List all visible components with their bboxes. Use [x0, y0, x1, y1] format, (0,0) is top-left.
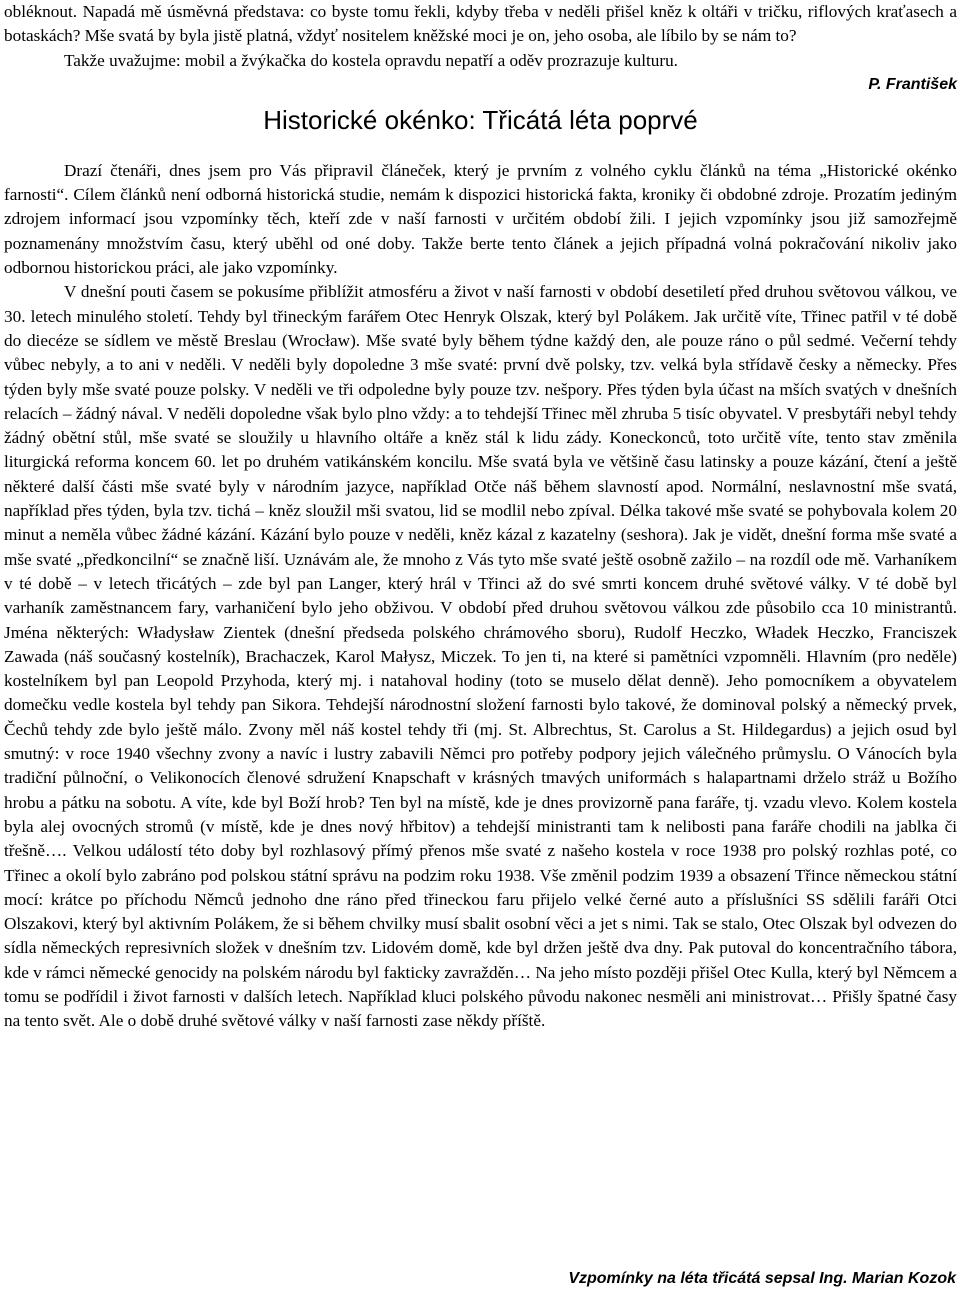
document-page [4, 0, 957, 1034]
previous-article-paragraph-1: obléknout. Napadá mě úsměvná představa: co byste tomu řekli, kdyby třeba v neděli přišel kněz k oltáři v tričku, riflových kraťasech a botaskách? Mše svatá by byla jistě platná, vždyť nositelem kněžské moci je on, jeho osoba, ale líbilo by se nám to? [4, 2, 957, 46]
article-title: Historické okénko: Třicátá léta poprvé [263, 104, 698, 135]
historical-article [4, 97, 957, 1034]
article-paragraph-main: V dnešní pouti časem se pokusíme přiblížit atmosféru a život v naší farnosti v období desetiletí před druhou světovou válkou, ve 30. letech minulého století. Tehdy byl třineckým farářem Otec Henryk Olszak, který byl Polákem. Jak určitě víte, Třinec patřil v té době do diecéze se sídlem ve městě Breslau (Wrocław). Mše svaté byly během týdne každý den, ale pouze ráno o půl sedmé. Večerní tehdy vůbec nebyly, a to ani v neděli. V neděli byly dopoledne 3 mše svaté: první dvě polsky, tzv. velká byla střídavě česky a německy. Přes týden byly mše svaté pouze polsky. V neděli ve tři odpoledne byly pouze tzv. nešpory. Přes týden byla účast na mších svatých v dnešních relacích – žádný nával. V neděli dopoledne však bylo plno vždy: a to tehdejší Třinec měl zhruba 5 tisíc obyvatel. V presbytáři nebyl tehdy žádný obětní stůl, mše svaté se sloužily u hlavního oltáře a kněz stál k lidu zády. Koneckonců, toto určitě víte, tento stav změnila liturgická reforma koncem 60. let po druhém vatikánském koncilu. Mše svatá byla ve většině času latinsky a pouze kázání, čtení a ještě některé další části mše svaté byly v národním jazyce, například Otče náš během slavností apod. Normální, neslavnostní mše svatá, například přes týden, byla tzv. tichá – kněz sloužil mši svatou, lid se modlil nebo zpíval. Délka takové mše svaté se pohybovala kolem 20 minut a neměla vůbec žádné kázání. Kázání bylo pouze v neděli, kněz kázal z kazatelny (seshora). Jak je vidět, dnešní forma mše svaté a mše svaté „předkoncilní“ se značně liší. Uznávám ale, že mnoho z Vás tyto mše svaté ještě osobně zažilo – na rozdíl ode mě. Varhaníkem v té době – v letech třicátých – zde byl pan Langer, který hrál v Třinci až do své smrti koncem druhé světové války. V té době byl varhaník zaměstnancem fary, varhaničení bylo jeho obživou. V období před druhou světovou válkou zde působilo cca 10 ministrantů. Jména některých: Władysław Zientek (dnešní předseda polského chrámového sboru), Rudolf Heczko, Władek Heczko, Franciszek Zawada (náš současný kostelník), Brachaczek, Karol Małysz, Miczek. To jen ti, na které si pamětníci vzpomněli. Hlavním (pro neděle) kostelníkem byl pan Leopold Przyhoda, který mj. i natahoval hodiny (toto se muselo dělat denně). Jeho pomocníkem a obyvatelem domečku vedle kostela byl tehdy pan Sikora. Tehdejší národnostní složení farnosti bylo takové, že dominoval polský a německý prvek, Čechů tehdy zde bylo ještě málo. Zvony měl náš kostel tehdy tři (mj. St. Albrechtus, St. Carolus a St. Hildegardus) a jejich osud byl smutný: v roce 1940 všechny zvony a navíc i lustry zabavili Němci pro potřeby podpory jejich válečného průmyslu. O Vánocích byla tradiční půlnoční, o Velikonocích členové sdružení Knapschaft v krásných tmavých uniformách s halapartnami drželo stráž u Božího hrobu a pátku na sobotu. A víte, kde byl Boží hrob? Ten byl na místě, kde je dnes provizorně pana faráře, tj. vzadu vlevo. Kolem kostela byla alej ovocných stromů (v místě, kde je dnes nový hřbitov) a tehdejší ministranti tam k nelibosti pana faráře chodili na jablka či třešně…. Velkou událostí této doby byl rozhlasový přímý přenos mše svaté z našeho kostela v roce 1938 pro polský rozhlas poté, co Třinec a okolí bylo zabráno pod polskou státní správu na podzim roku 1938. Vše změnil podzim 1939 a obsazení Třince německou státní mocí: krátce po příchodu Němců jednoho dne ráno před třineckou faru přijelo velké černé auto a příslušníci SS sdělili faráři Otci Olszakovi, který byl aktivním Polákem, že si během chvilky musí sbalit osobní věci a jet s nimi. Tak se stalo, Otec Olszak byl odvezen do sídla německých represivních složek v dnešním tzv. Lidovém domě, kde byl držen ještě dva dny. Pak putoval do koncentračního tábora, kde v rámci německé genocidy na polském národu byl fakticky zavražděn… Na jeho místo později přišel Otec Kulla, který byl Němcem a tomu se podřídil i život farnosti v dalších letech. Například kluci polského původu nakonec nesměli ani ministrovat… Přišly špatné časy na tento svět. Ale o době druhé světové války v naší farnosti zase někdy příště. [4, 282, 957, 1031]
previous-article-signature: P. František [868, 75, 957, 93]
article-author-signature: Vzpomínky na léta třicátá sepsal Ing. Marian Kozok [568, 1270, 956, 1287]
previous-article-ending [4, 0, 957, 97]
previous-article-paragraph-2: Takže uvažujme: mobil a žvýkačka do kostela opravdu nepatří a oděv prozrazuje kulturu. [64, 50, 678, 70]
article-paragraph-intro: Drazí čtenáři, dnes jsem pro Vás připravil článeček, který je prvním z volného cyklu článků na téma „Historické okénko farnosti“. Cílem článků není odborná historická studie, nemám k dispozici historická fakta, kroniky či obdobné zdroje. Prozatím jediným zdrojem informací jsou vzpomínky těch, kteří zde v naší farnosti v určitém období žili. I jejich vzpomínky jsou již samozřejmě poznamenány množstvím času, který uběhl od oné doby. Takže berte tento článek a jejich případná volná pokračování nikoliv jako odbornou historickou práci, ale jako vzpomínky. [4, 160, 957, 278]
